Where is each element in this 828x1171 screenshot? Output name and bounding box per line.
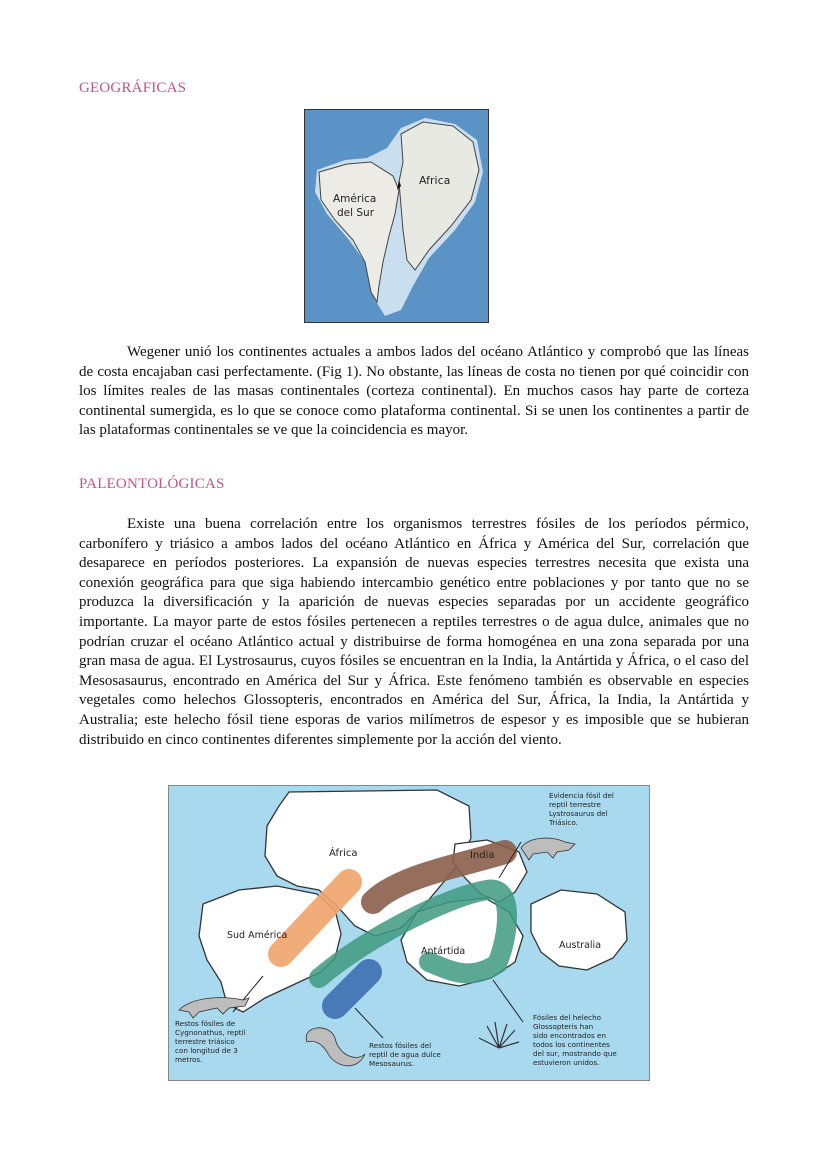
lystrosaurus-icon	[521, 838, 575, 860]
glossopteris-icon	[479, 1022, 519, 1048]
figure-fossil-distribution	[168, 785, 650, 1081]
pointer-glossopteris	[493, 980, 523, 1022]
note-cynognathus-line: terrestre triásico	[175, 1037, 235, 1046]
africa-shape	[399, 122, 479, 270]
label-america-line1: América	[333, 193, 377, 205]
note-glossopteris	[533, 1013, 617, 1067]
paragraph-geograficas	[79, 343, 749, 441]
note-mesosaurus-line: Mesosaurus.	[369, 1059, 415, 1068]
note-glossopteris-line: del sur, mostrando que	[533, 1049, 617, 1058]
label-america-line2: del Sur	[337, 207, 375, 219]
figure-continents-fit	[304, 109, 489, 323]
note-cynognathus-line: metros.	[175, 1055, 203, 1064]
section-heading-geograficas: GEOGRÁFICAS	[79, 80, 187, 96]
continent-australia	[531, 890, 627, 970]
label-antartida: Antártida	[421, 946, 466, 957]
note-glossopteris-line: Glossopteris han	[533, 1022, 594, 1031]
mesosaurus-icon	[306, 1028, 365, 1066]
note-lystrosaurus-line: Triásico.	[549, 818, 578, 827]
label-india: India	[470, 850, 495, 861]
note-lystrosaurus-line: Evidencia fósil del	[549, 791, 614, 800]
note-cynognathus-line: Restos fósiles de	[175, 1019, 236, 1028]
paragraph-paleontologicas-text: Existe una buena correlación entre los organismos terrestres fósiles de los períodos pérmico, carbonífero y triásico a ambos lados del océano Atlántico en África y América del Sur, correlación que desaparece en períodos posteriores. La expansión de nuevas especies terrestres necesita que exista una conexión geográfica para que siga habiendo intercambio genético entre poblaciones y por tanto que no se produzca la diversificación y la aparición de nuevas especies separadas por un accidente geográfico importante. La mayor parte de estos fósiles pertenecen a reptiles terrestres o de agua dulce, animales que no podrían cruzar el océano Atlántico actual y distribuirse de forma homogénea en una zona separada por una gran masa de agua. El Lystrosaurus, cuyos fósiles se encuentran en la India, la Antártida y África, o el caso del Mesosasaurus, encontrado en América del Sur y África. Este fenómeno también es observable en especies vegetales como helechos Glossopteris, encontrados en América del Sur, África, la India, la Antártida y Australia; este helecho fósil tiene esporas de varios milímetros de espesor y es imposible que se hubieran distribuido en cinco continentes diferentes simplemente por la acción del viento.	[79, 516, 749, 748]
label-africa: Africa	[419, 174, 451, 187]
paragraph-paleontologicas	[79, 515, 749, 750]
note-mesosaurus	[369, 1041, 441, 1068]
note-cynognathus-line: con longitud de 3	[175, 1046, 238, 1055]
map-south-america-africa	[305, 110, 488, 322]
label-australia: Australia	[559, 940, 602, 951]
band-mesosaurus	[335, 972, 369, 1006]
note-mesosaurus-line: reptil de agua dulce	[369, 1050, 441, 1059]
label-sud-america: Sud América	[227, 930, 288, 941]
note-lystrosaurus-line: Lystrosaurus del	[549, 809, 608, 818]
gondwana-fossil-map	[169, 786, 649, 1080]
note-cynognathus-line: Cygnonathus, reptil	[175, 1028, 246, 1037]
label-africa-fig2: África	[329, 848, 358, 859]
note-mesosaurus-line: Restos fósiles del	[369, 1041, 432, 1050]
note-glossopteris-line: Fósiles del helecho	[533, 1013, 602, 1022]
note-glossopteris-line: estuvieron unidos.	[533, 1058, 600, 1067]
paragraph-geograficas-text: Wegener unió los continentes actuales a ambos lados del océano Atlántico y comprobó que las líneas de costa encajaban casi perfectamente. (Fig 1). No obstante, las líneas de costa no tienen por qué coincidir con los límites reales de las masas continentales (corteza continental). En muchos casos hay parte de corteza continental sumergida, es lo que se conoce como plataforma continental. Si se unen los continentes a partir de las plataformas continentales se ve que la coincidencia es mayor.	[79, 344, 749, 439]
note-lystrosaurus	[548, 791, 614, 827]
pointer-mesosaurus	[355, 1008, 383, 1038]
note-cynognathus	[175, 1019, 246, 1064]
section-heading-paleontologicas: PALEONTOLÓGICAS	[79, 476, 225, 492]
note-glossopteris-line: todos los continentes	[533, 1040, 610, 1049]
note-glossopteris-line: sido encontrados en	[533, 1031, 607, 1040]
note-lystrosaurus-line: reptil terrestre	[549, 800, 601, 809]
